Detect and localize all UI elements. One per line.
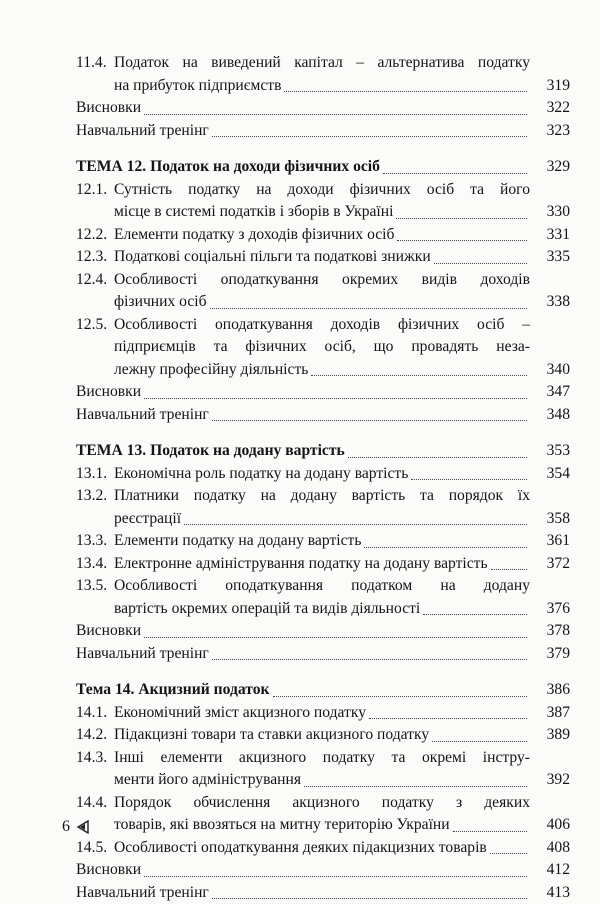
toc-page-number: 340 <box>547 359 570 382</box>
toc-page-number: 379 <box>547 643 570 666</box>
toc-entry[interactable] <box>76 882 570 904</box>
toc-entry-number: 14.2. <box>76 724 107 747</box>
toc-page-number: 319 <box>547 75 570 98</box>
page-footer <box>62 818 90 836</box>
toc-page-number: 322 <box>547 97 570 120</box>
toc-page-number: 392 <box>547 769 570 792</box>
toc-entry-title-line: лежну професійну діяльність <box>114 359 308 382</box>
dot-leader <box>432 740 527 742</box>
dot-leader <box>210 307 527 309</box>
toc-entry-number: 13.4. <box>76 553 107 576</box>
toc-entry-number: 12.2. <box>76 224 107 247</box>
toc-page-number: 338 <box>547 291 570 314</box>
dot-leader <box>348 456 527 458</box>
toc-entry-number: 13.1. <box>76 463 107 486</box>
toc-entry[interactable] <box>76 747 570 792</box>
toc-section-heading[interactable] <box>76 156 570 179</box>
toc-entry-title-line: Сутність податку на доходи фізичних осіб та його <box>114 179 530 202</box>
toc-entry-title-line: Висновки <box>76 859 141 882</box>
dot-leader <box>396 217 527 219</box>
toc-entry-title-line: Податкові соціальні пільги та податкові знижки <box>114 246 431 269</box>
dot-leader <box>212 419 527 421</box>
toc-entry-title-line: Навчальний тренінг <box>76 120 209 143</box>
toc-entry[interactable] <box>76 269 570 314</box>
toc-entry-title-line: Навчальний тренінг <box>76 643 209 666</box>
toc-entry-title-line: менти його адміністрування <box>114 769 301 792</box>
toc-entry-title-line: ТЕМА 13. Податок на додану вартість <box>76 440 345 463</box>
toc-entry-title-line: Підакцизні товари та ставки акцизного податку <box>114 724 429 747</box>
dot-leader <box>212 135 527 137</box>
dot-leader <box>434 262 527 264</box>
toc-page-number: 378 <box>547 620 570 643</box>
toc-page-number: 376 <box>547 598 570 621</box>
toc-entry[interactable] <box>76 246 570 269</box>
toc-entry-title-line: Податок на виведений капітал – альтернатива податку <box>114 52 530 75</box>
toc-section-heading[interactable] <box>76 679 570 702</box>
toc-section-heading[interactable] <box>76 440 570 463</box>
left-pointing-triangle-icon <box>76 820 90 834</box>
dot-leader <box>311 374 527 376</box>
toc-entry-number: 14.5. <box>76 837 107 860</box>
toc-page-number: 329 <box>547 156 570 179</box>
toc-entry[interactable] <box>76 553 570 576</box>
toc-entry-title-line: Платники податку на додану вартість та порядок їх <box>114 485 530 508</box>
toc-page-number: 335 <box>547 246 570 269</box>
dot-leader <box>369 717 527 719</box>
toc-page-number: 372 <box>547 553 570 576</box>
dot-leader <box>144 397 527 399</box>
toc-page-number: 354 <box>547 463 570 486</box>
dot-leader <box>284 90 527 92</box>
dot-leader <box>364 546 527 548</box>
toc-page-number: 406 <box>547 814 570 837</box>
dot-leader <box>184 523 527 525</box>
dot-leader <box>144 113 527 115</box>
toc-page-number: 323 <box>547 120 570 143</box>
toc-entry-title-line: Елементи податку з доходів фізичних осіб <box>114 224 394 247</box>
toc-entry[interactable] <box>76 724 570 747</box>
dot-leader <box>304 785 527 787</box>
toc-entry-number: 13.2. <box>76 485 107 508</box>
dot-leader <box>212 897 527 899</box>
dot-leader <box>397 239 527 241</box>
toc-entry[interactable] <box>76 530 570 553</box>
toc-entry[interactable] <box>76 620 570 643</box>
toc-entry-number: 11.4. <box>76 52 107 75</box>
toc-page-number: 389 <box>547 724 570 747</box>
toc-entry-title-line: Особливості оподаткування деяких підакцизних товарів <box>114 837 487 860</box>
toc-entry-title-line: Електронне адміністрування податку на додану вартість <box>114 553 488 576</box>
toc-entry-title-line: Особливості оподаткування податком на додану <box>114 575 530 598</box>
toc-entry[interactable] <box>76 381 570 404</box>
toc-page-number: 387 <box>547 702 570 725</box>
dot-leader <box>423 613 527 615</box>
toc-entry-title-line: місце в системі податків і зборів в Україні <box>114 201 393 224</box>
toc-entry-title-line: на прибуток підприємств <box>114 75 281 98</box>
toc-entry-title-line: Економічна роль податку на додану вартість <box>114 463 408 486</box>
toc-entry-title-line: Елементи податку на додану вартість <box>114 530 361 553</box>
page-number: 6 <box>62 818 70 836</box>
toc-entry-number: 14.3. <box>76 747 107 770</box>
toc-page-number: 347 <box>547 381 570 404</box>
toc-entry-number: 12.4. <box>76 269 107 292</box>
toc-entry-number: 13.3. <box>76 530 107 553</box>
toc-page-number: 361 <box>547 530 570 553</box>
toc-page-number: 413 <box>547 882 570 904</box>
toc-entry[interactable] <box>76 463 570 486</box>
toc-entry-title-line: підприємців та фізичних осіб, що провадять неза- <box>114 336 530 359</box>
toc-entry-title-line: Висновки <box>76 620 141 643</box>
toc-page-number: 386 <box>547 679 570 702</box>
dot-leader <box>273 695 527 697</box>
toc-entry[interactable] <box>76 179 570 224</box>
toc-entry-title-line: Навчальний тренінг <box>76 404 209 427</box>
toc-page-number: 353 <box>547 440 570 463</box>
dot-leader <box>144 875 527 877</box>
toc-entry-title-line: Особливості оподаткування доходів фізичних осіб – <box>114 314 530 337</box>
toc-entry-number: 12.1. <box>76 179 107 202</box>
toc-entry-number: 14.1. <box>76 702 107 725</box>
toc-entry-title-line: вартість окремих операцій та видів діяльності <box>114 598 420 621</box>
toc-entry-number: 14.4. <box>76 792 107 815</box>
toc-entry-title-line: реєстрації <box>114 508 181 531</box>
toc-entry[interactable] <box>76 702 570 725</box>
toc-entry[interactable] <box>76 575 570 620</box>
toc-entry[interactable] <box>76 120 570 143</box>
toc-page-number: 408 <box>547 837 570 860</box>
toc-entry-title-line: Інші елементи акцизного податку та окремі інстру- <box>114 747 530 770</box>
toc-entry-title-line: Висновки <box>76 381 141 404</box>
toc-entry[interactable] <box>76 404 570 427</box>
toc-entry-title-line: Тема 14. Акцизний податок <box>76 679 270 702</box>
table-of-contents <box>76 52 570 904</box>
dot-leader <box>490 852 527 854</box>
dot-leader <box>491 568 527 570</box>
toc-entry[interactable] <box>76 643 570 666</box>
toc-entry-title-line: ТЕМА 12. Податок на доходи фізичних осіб <box>76 156 380 179</box>
toc-page-number: 358 <box>547 508 570 531</box>
toc-entry[interactable] <box>76 792 570 837</box>
toc-entry-number: 12.5. <box>76 314 107 337</box>
toc-page-number: 331 <box>547 224 570 247</box>
toc-entry[interactable] <box>76 485 570 530</box>
toc-entry-title-line: фізичних осіб <box>114 291 207 314</box>
dot-leader <box>411 478 527 480</box>
toc-entry-title-line: Навчальний тренінг <box>76 882 209 904</box>
toc-entry[interactable] <box>76 859 570 882</box>
toc-entry-number: 12.3. <box>76 246 107 269</box>
toc-entry[interactable] <box>76 224 570 247</box>
toc-entry-title-line: Особливості оподаткування окремих видів доходів <box>114 269 530 292</box>
dot-leader <box>212 658 527 660</box>
toc-entry-number: 13.5. <box>76 575 107 598</box>
toc-entry-title-line: Економічний зміст акцизного податку <box>114 702 366 725</box>
dot-leader <box>144 636 527 638</box>
toc-page-number: 412 <box>547 859 570 882</box>
toc-entry[interactable] <box>76 837 570 860</box>
dot-leader <box>383 172 527 174</box>
toc-page-number: 330 <box>547 201 570 224</box>
toc-page-number: 348 <box>547 404 570 427</box>
dot-leader <box>453 830 527 832</box>
toc-entry[interactable] <box>76 314 570 382</box>
toc-entry-title-line: товарів, які ввозяться на митну територію України <box>114 814 450 837</box>
toc-entry[interactable] <box>76 52 570 97</box>
toc-entry-title-line: Порядок обчислення акцизного податку з деяких <box>114 792 530 815</box>
toc-entry-title-line: Висновки <box>76 97 141 120</box>
toc-entry[interactable] <box>76 97 570 120</box>
